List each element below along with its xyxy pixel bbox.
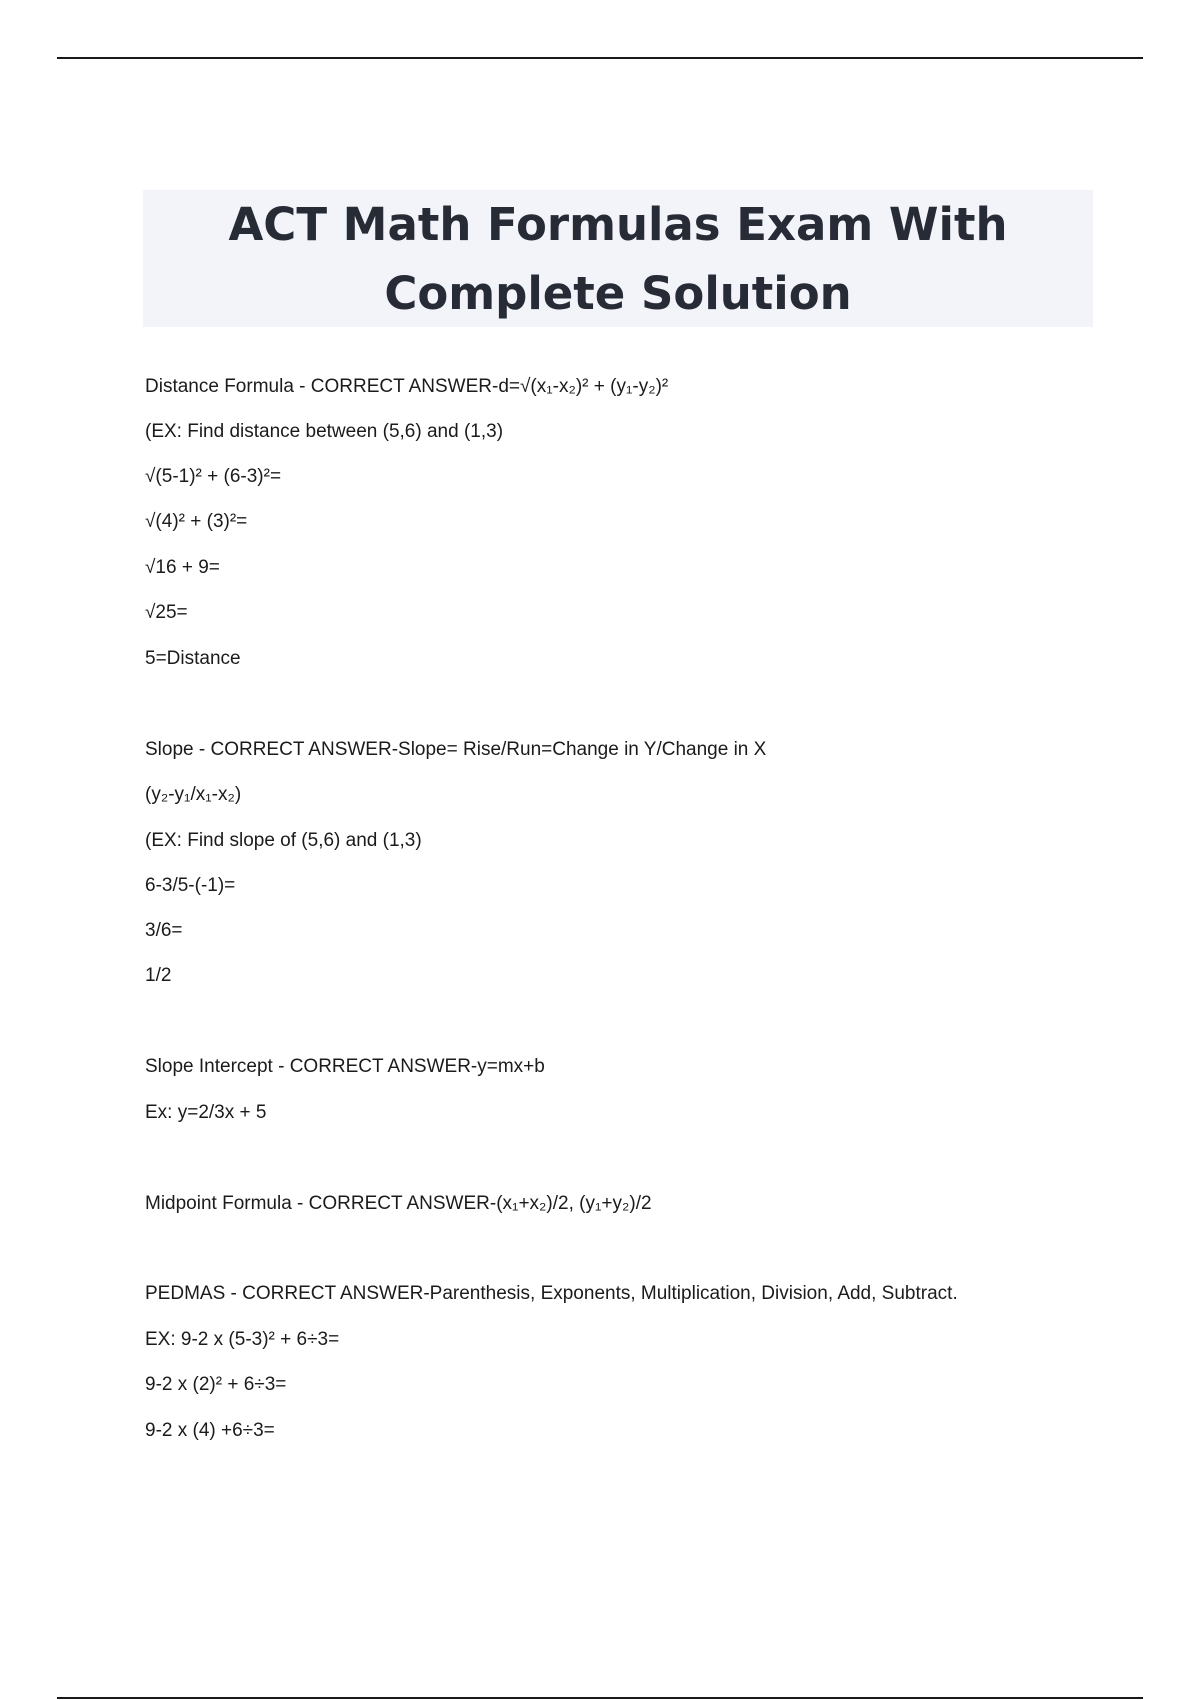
pedmas-example-line: EX: 9-2 x (5-3)² + 6÷3=: [145, 1329, 340, 1350]
midpoint-formula-line: Midpoint Formula - CORRECT ANSWER-(x₁+x₂)/2, (y₁+y₂)/2: [145, 1193, 652, 1214]
document-title-line-1: ACT Math Formulas Exam With: [228, 198, 1008, 251]
distance-step-1: √(5-1)² + (6-3)²=: [145, 466, 282, 487]
distance-step-3: √16 + 9=: [145, 557, 220, 578]
slope-step-2: 3/6=: [145, 920, 183, 941]
slope-step-1: 6-3/5-(-1)=: [145, 875, 236, 896]
distance-example-line: (EX: Find distance between (5,6) and (1,3): [145, 421, 504, 442]
slope-intercept-line: Slope Intercept - CORRECT ANSWER-y=mx+b: [145, 1056, 545, 1077]
bottom-rule: [57, 1697, 1143, 1699]
document-title-line-2: Complete Solution: [384, 267, 852, 320]
pedmas-step-1: 9-2 x (2)² + 6÷3=: [145, 1374, 287, 1395]
slope-intercept-example: Ex: y=2/3x + 5: [145, 1102, 267, 1123]
pedmas-line: PEDMAS - CORRECT ANSWER-Parenthesis, Exponents, Multiplication, Division, Add, Subtract.: [145, 1283, 958, 1304]
slope-formula-line: Slope - CORRECT ANSWER-Slope= Rise/Run=Change in Y/Change in X: [145, 739, 767, 760]
slope-example-line: (EX: Find slope of (5,6) and (1,3): [145, 830, 422, 851]
top-rule: [57, 57, 1143, 59]
distance-formula-line: Distance Formula - CORRECT ANSWER-d=√(x₁-x₂)² + (y₁-y₂)²: [145, 376, 669, 397]
distance-step-2: √(4)² + (3)²=: [145, 511, 248, 532]
distance-step-4: √25=: [145, 602, 188, 623]
pedmas-step-2: 9-2 x (4) +6÷3=: [145, 1420, 275, 1441]
distance-result: 5=Distance: [145, 648, 241, 669]
slope-formula-subscript-line: (y₂-y₁/x₁-x₂): [145, 784, 242, 805]
slope-result: 1/2: [145, 965, 172, 986]
